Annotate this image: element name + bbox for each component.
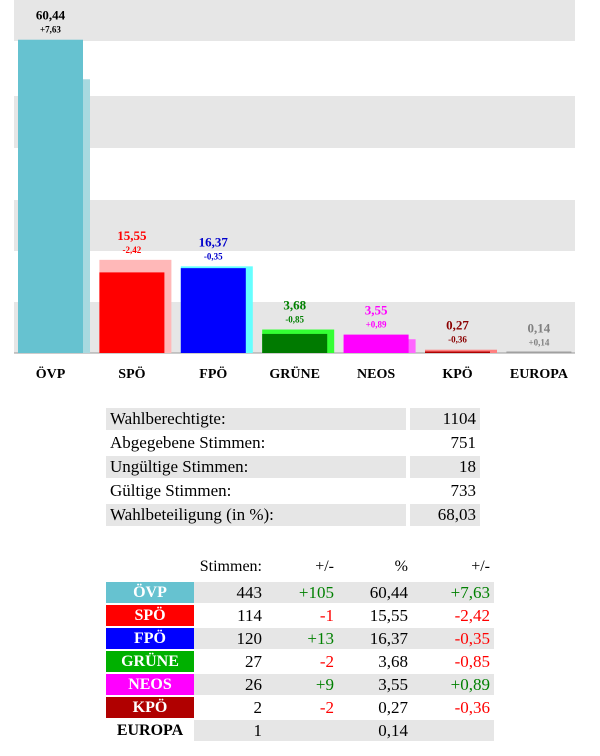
party-row: [106, 628, 494, 649]
votes-cell: 114: [237, 605, 262, 625]
percent-change-cell: +0,89: [412, 674, 494, 695]
grid-band: [14, 0, 575, 41]
grid-band: [14, 96, 575, 148]
party-row: [106, 674, 494, 695]
value-label: 15,55: [117, 227, 147, 243]
percent-change-cell: [412, 720, 494, 741]
votes-cell: 2: [253, 697, 262, 717]
party-row: [106, 720, 494, 741]
results-header-row: [106, 554, 494, 580]
votes-change-cell: -1: [319, 605, 334, 625]
party-row: [106, 697, 494, 718]
percent-cell: 0,14: [338, 720, 412, 741]
percent-change-cell: +7,63: [412, 582, 494, 603]
value-label: 3,68: [283, 297, 307, 313]
votes-cell: 27: [245, 651, 262, 671]
header-votes-change: +/-: [315, 558, 334, 575]
stat-row: [106, 456, 480, 478]
percent-change-cell: -2,42: [454, 605, 490, 625]
tick-label-fpö: FPÖ: [199, 367, 228, 382]
stat-row: [106, 480, 480, 502]
votes-cell: 443: [194, 582, 266, 603]
percent-change-cell: -0,35: [412, 628, 494, 649]
party-name-cell: KPÖ: [106, 697, 194, 718]
value-label: 16,37: [198, 234, 228, 250]
header-percent: %: [394, 558, 408, 575]
percent-cell: 60,44: [338, 582, 412, 603]
tick-label-övp: ÖVP: [35, 367, 66, 382]
bar-fpö: [181, 268, 246, 353]
grid-band: [14, 200, 575, 251]
party-row: [106, 651, 494, 672]
header-votes: Stimmen:: [199, 558, 262, 575]
percent-change-cell: -0,36: [454, 697, 490, 717]
votes-cell: 26: [194, 674, 266, 695]
bar-grüne: [262, 334, 327, 353]
stat-label: Wahlbeteiligung (in %):: [106, 504, 406, 526]
percent-change-cell: -0,85: [454, 651, 490, 671]
percent-cell: 16,37: [338, 628, 412, 649]
stat-value: 751: [450, 433, 476, 452]
votes-cell: 120: [194, 628, 266, 649]
votes-change-cell: +9: [266, 674, 338, 695]
bar-övp: [18, 40, 83, 353]
party-name-cell: NEOS: [106, 674, 194, 695]
bar-kpö: [425, 352, 490, 354]
stat-value: 18: [410, 456, 480, 478]
stat-row: [106, 408, 480, 430]
votes-change-cell: -2: [319, 651, 334, 671]
change-label: +0,89: [365, 319, 387, 330]
stat-label: Abgegebene Stimmen:: [110, 433, 266, 452]
change-label: -0,36: [448, 334, 467, 345]
stat-value: 733: [450, 481, 476, 500]
party-results-table: [106, 552, 494, 743]
party-name-cell: FPÖ: [106, 628, 194, 649]
turnout-table: [106, 406, 480, 528]
party-name-cell: ÖVP: [106, 582, 194, 603]
party-name-cell: EUROPA: [106, 720, 194, 741]
header-percent-change: +/-: [471, 558, 490, 575]
tick-label-kpö: KPÖ: [442, 367, 473, 382]
percent-cell: 0,27: [378, 697, 408, 717]
percent-cell: 3,55: [338, 674, 412, 695]
stat-label: Wahlberechtigte:: [106, 408, 406, 430]
party-row: [106, 582, 494, 603]
percent-cell: 3,68: [378, 651, 408, 671]
bar-europa: [506, 352, 571, 354]
tick-label-spö: SPÖ: [118, 367, 146, 382]
value-label: 0,27: [446, 317, 469, 333]
stat-row: [106, 432, 480, 454]
stat-label: Ungültige Stimmen:: [106, 456, 406, 478]
tick-label-europa: EUROPA: [509, 367, 568, 382]
change-label: -0,85: [285, 314, 305, 325]
value-label: 60,44: [35, 7, 66, 23]
percent-cell: 15,55: [369, 605, 408, 625]
change-label: +0,14: [528, 337, 550, 348]
party-row: [106, 605, 494, 626]
change-label: +7,63: [40, 24, 61, 35]
stat-label: Gültige Stimmen:: [110, 481, 232, 500]
tick-label-grüne: GRÜNE: [269, 367, 320, 382]
votes-change-cell: [266, 720, 338, 741]
bar-spö: [99, 272, 164, 353]
party-name-cell: SPÖ: [106, 605, 194, 626]
value-label: 3,55: [364, 302, 388, 318]
value-label: 0,14: [527, 320, 551, 336]
stat-row: [106, 504, 480, 526]
change-label: -0,35: [203, 251, 223, 262]
votes-change-cell: +13: [266, 628, 338, 649]
votes-change-cell: -2: [319, 697, 334, 717]
change-label: -2,42: [122, 244, 142, 255]
bar-neos: [344, 335, 409, 353]
votes-cell: 1: [194, 720, 266, 741]
party-name-cell: GRÜNE: [106, 651, 194, 672]
votes-change-cell: +105: [266, 582, 338, 603]
stat-value: 1104: [410, 408, 480, 430]
tick-label-neos: NEOS: [357, 367, 396, 382]
stat-value: 68,03: [410, 504, 480, 526]
